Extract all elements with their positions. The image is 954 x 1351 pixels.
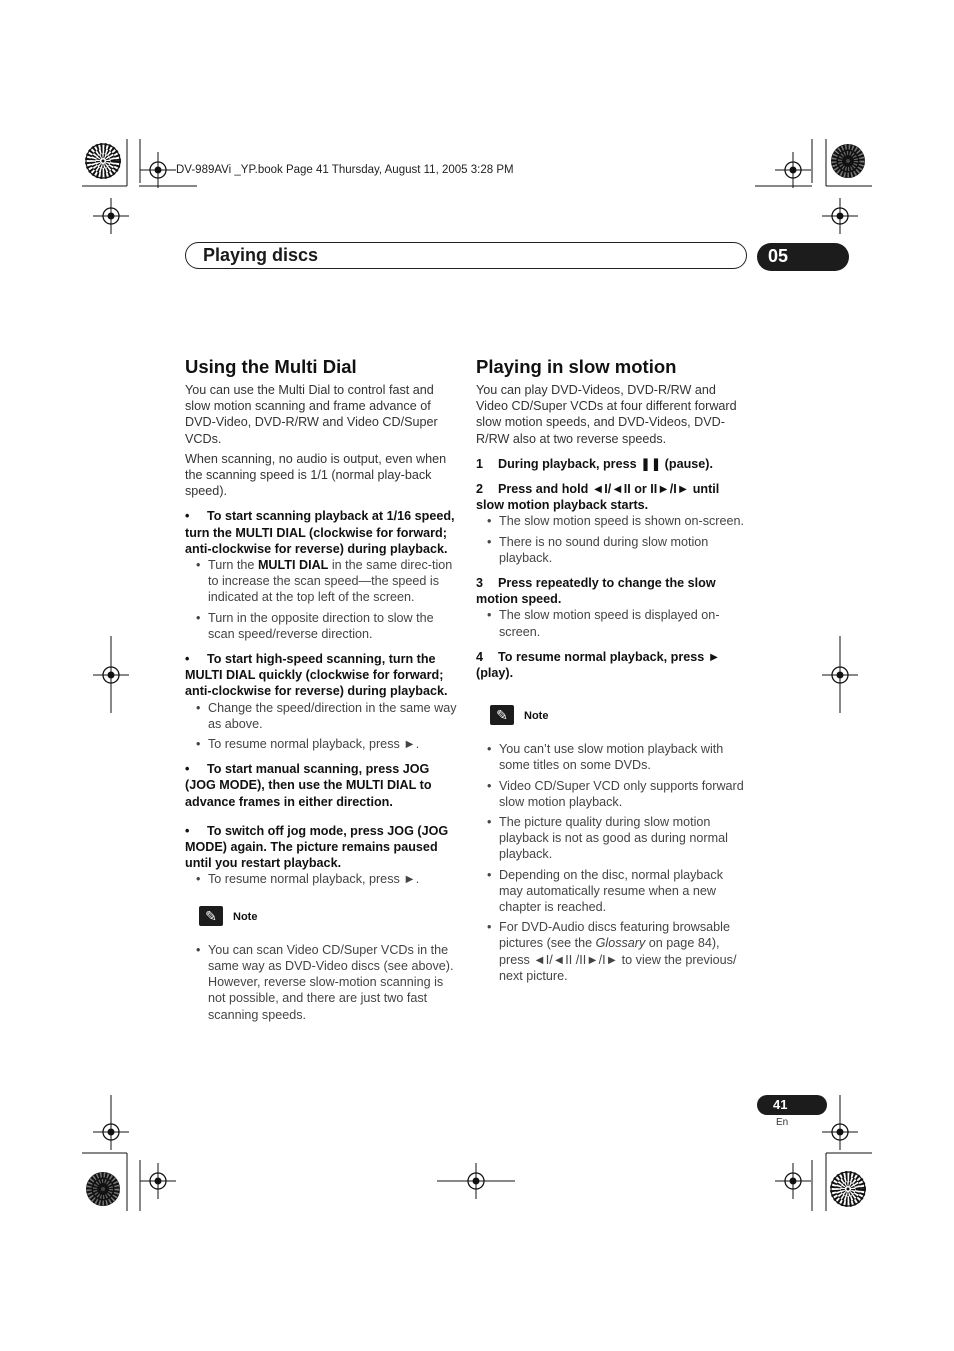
note-item: • Video CD/Super VCD only supports forward slow motion playback.	[499, 778, 748, 810]
sub-list	[476, 513, 748, 566]
intro-paragraph: You can use the Multi Dial to control fast and slow motion scanning and frame advance of DVD-Video, DVD-R/RW and Video CD/Super VCDs.	[185, 383, 438, 446]
sub-list	[476, 607, 748, 639]
pencil-icon: ✎	[199, 906, 223, 926]
note-list	[185, 942, 457, 1023]
list-item-bold-text: MULTI DIAL	[257, 558, 329, 573]
step-text: Press repeatedly to change the slow motion speed.	[476, 576, 716, 607]
bullet-marker: •	[185, 652, 190, 667]
list-item: • The slow motion speed is displayed on-screen.	[499, 607, 748, 639]
instruction-text: To start scanning playback at 1/16 speed, turn the MULTI DIAL (clockwise for forward; anti-clockwise for reverse) during playback.	[185, 509, 455, 556]
instruction-bullet	[185, 651, 457, 700]
note-header	[490, 705, 748, 733]
step-2	[476, 481, 748, 513]
bullet-marker: •	[185, 823, 190, 838]
step-1	[476, 456, 748, 472]
note-label: Note	[524, 710, 549, 723]
list-item: • To resume normal playback, press ►.	[208, 736, 457, 752]
list-item: • To resume normal playback, press ►.	[208, 871, 457, 887]
note-list	[476, 741, 748, 984]
note-header	[199, 906, 457, 934]
note-text: on page 84), press ◄I/◄II /II►/I► to view the previous/ next picture.	[499, 936, 737, 983]
step-number: 1	[476, 456, 484, 471]
instruction-bullet	[185, 508, 457, 557]
page-language: En	[776, 1117, 789, 1128]
page-number-badge: 41	[757, 1095, 827, 1115]
intro-paragraph: When scanning, no audio is output, even when the scanning speed is 1/1 (normal play-back speed).	[185, 451, 447, 499]
instruction-text: To start high-speed scanning, turn the MULTI DIAL quickly (clockwise for forward; anti-clockwise for reverse) during playback.	[185, 652, 448, 699]
list-item-text: Turn the	[208, 558, 258, 573]
note-label: Note	[233, 910, 258, 923]
list-item: • The slow motion speed is shown on-screen.	[499, 513, 748, 529]
step-number: 4	[476, 649, 484, 664]
file-info-line: DV-989AVi _YP.book Page 41 Thursday, August 11, 2005 3:28 PM	[176, 164, 514, 176]
step-4	[476, 649, 748, 681]
note-text: For DVD-Audio discs featuring browsable pictures (see the	[499, 920, 730, 951]
left-column	[185, 355, 457, 1027]
sub-list	[185, 700, 457, 753]
bullet-marker: •	[185, 762, 190, 777]
section-heading-multi-dial: Using the Multi Dial	[185, 356, 357, 377]
list-item-text: in the same direc-tion to increase the scan speed—the speed is indicated at the top left of the screen.	[208, 558, 453, 605]
sub-list	[185, 557, 457, 642]
note-item: • The picture quality during slow motion playback is not as good as during normal playback.	[499, 814, 748, 863]
list-item	[208, 557, 457, 606]
chapter-title: Playing discs	[203, 245, 319, 265]
step-text: Press and hold ◄I/◄II or II►/I► until slow motion playback starts.	[476, 482, 720, 513]
step-3	[476, 575, 748, 607]
instruction-bullet	[185, 823, 457, 872]
pencil-icon: ✎	[490, 705, 514, 725]
intro-paragraph: You can play DVD-Videos, DVD-R/RW and Video CD/Super VCDs at four different forward slow motion speeds, and DVD-Videos, DVD-R/RW also at two reverse speeds.	[476, 383, 737, 446]
list-item: • Turn in the opposite direction to slow the scan speed/reverse direction.	[208, 610, 457, 642]
bullet-marker: •	[185, 509, 190, 524]
right-column	[476, 355, 748, 988]
instruction-bullet	[185, 761, 457, 810]
step-text: During playback, press ❚❚ (pause).	[498, 456, 713, 471]
glossary-reference: Glossary	[595, 936, 646, 951]
note-item: • Depending on the disc, normal playback may automatically resume when a new chapter is reached.	[499, 867, 748, 916]
list-item: • There is no sound during slow motion playback.	[499, 534, 748, 566]
note-item: • You can scan Video CD/Super VCDs in the same way as DVD-Video discs (see above). However, reverse slow-motion scanning is not possible, and there are just two fast scanning speeds.	[208, 942, 457, 1023]
step-number: 2	[476, 482, 484, 497]
note-item	[499, 919, 748, 984]
list-item: • Change the speed/direction in the same way as above.	[208, 700, 457, 732]
sub-list	[185, 871, 457, 887]
step-text: To resume normal playback, press ► (play).	[476, 649, 721, 681]
instruction-text: To switch off jog mode, press JOG (JOG MODE) again. The picture remains paused until you restart playback.	[185, 823, 449, 871]
step-number: 3	[476, 576, 484, 591]
instruction-text: To start manual scanning, press JOG (JOG MODE), then use the MULTI DIAL to advance frames in either direction.	[185, 762, 432, 809]
section-heading-slow-motion: Playing in slow motion	[476, 356, 677, 377]
note-item: • You can’t use slow motion playback with some titles on some DVDs.	[499, 741, 748, 773]
chapter-number-badge: 05	[757, 243, 849, 271]
